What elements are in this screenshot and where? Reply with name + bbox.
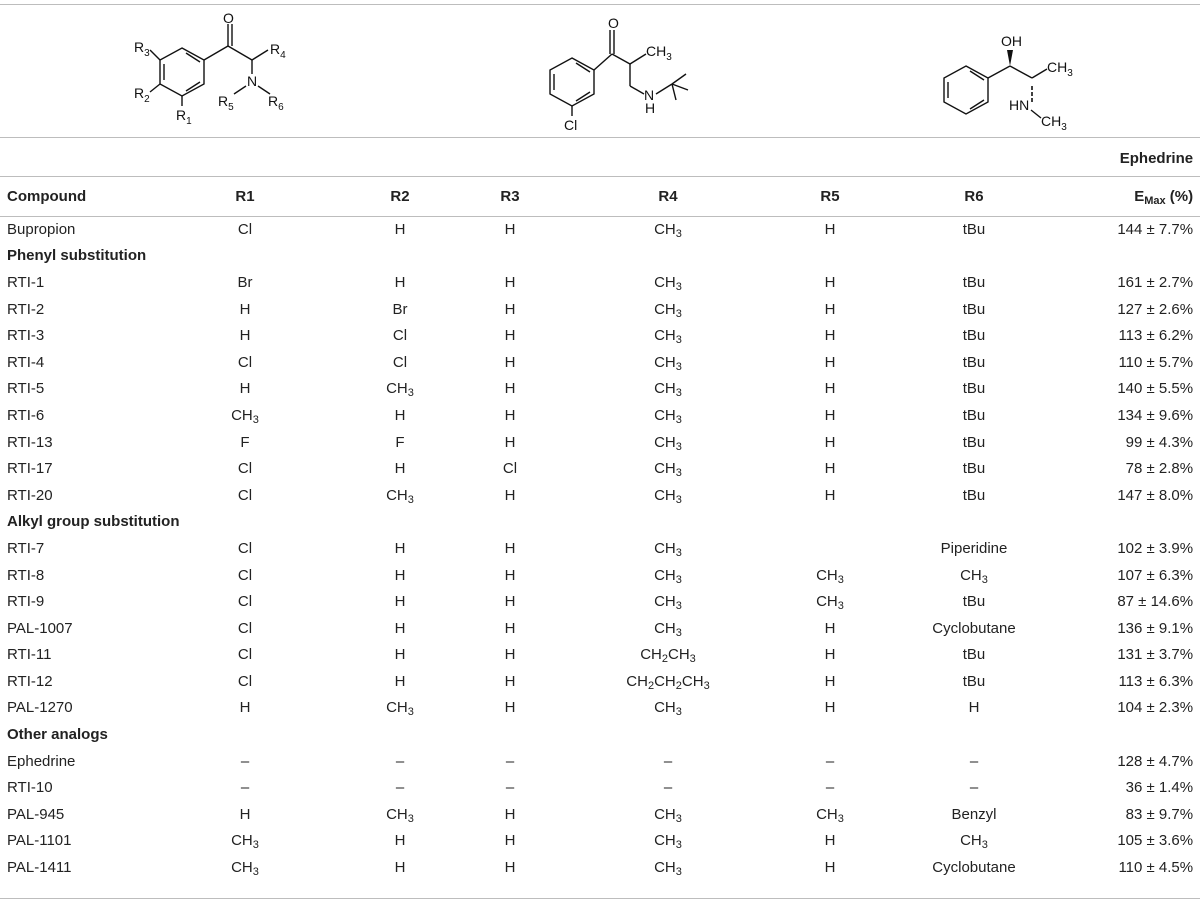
table-row [0, 668, 1200, 695]
cell-r1: Cl [237, 539, 253, 557]
cell-emax: 83 ± 9.7% [1125, 805, 1194, 823]
cell-r1: H [239, 327, 251, 345]
cell-name: Ephedrine [7, 752, 76, 770]
column-header-row [0, 176, 1200, 216]
cell-r3: H [504, 832, 516, 850]
cell-r2: H [394, 593, 406, 611]
cell-r1: H [239, 699, 251, 717]
cell-r2: F [395, 433, 405, 451]
bup-n: N [644, 87, 655, 103]
cell-r3: H [504, 433, 516, 451]
cell-r6: – [969, 752, 979, 770]
cell-r2: $CH_3$ [386, 486, 414, 506]
cell-r6: tBu [962, 327, 986, 345]
cell-r5: – [825, 752, 835, 770]
cell-r6: H [968, 699, 980, 717]
struct-o: O [223, 10, 234, 26]
cell-r6: Cyclobutane [932, 859, 1016, 877]
cell-name: RTI-17 [7, 460, 53, 478]
cell-name: RTI-1 [7, 273, 45, 291]
cell-r6: tBu [962, 406, 986, 424]
cell-emax: 105 ± 3.6% [1117, 832, 1194, 850]
cell-name: RTI-12 [7, 672, 53, 690]
cell-r5: H [824, 699, 836, 717]
cell-r3: H [504, 539, 516, 557]
cell-r5: – [825, 779, 835, 797]
col-r3: R3 [500, 187, 520, 205]
cell-r2: H [394, 566, 406, 584]
cell-r5: H [824, 486, 836, 504]
cell-r5: H [824, 406, 836, 424]
table-row [0, 588, 1200, 615]
cell-emax: 110 ± 5.7% [1118, 353, 1194, 371]
cell-emax: 113 ± 6.3% [1118, 672, 1194, 690]
cell-r2: – [395, 779, 405, 797]
cell-r1: Cl [237, 486, 253, 504]
table-row [0, 216, 1200, 243]
cell-r2: H [394, 619, 406, 637]
cell-r6: tBu [962, 593, 986, 611]
cell-r1: $CH_3$ [231, 832, 259, 852]
ephedrine-group-header: Ephedrine [1119, 149, 1194, 167]
cell-r5 [771, 535, 889, 562]
struct-n: N [247, 73, 258, 89]
cell-r2: H [394, 273, 406, 291]
cell-r1: Cl [237, 353, 253, 371]
cell-r4: $CH_3$ [654, 859, 682, 879]
eph-hn: HN [1009, 97, 1030, 113]
cell-r4: $CH_3$ [654, 300, 682, 320]
cell-r4: $CH_3$ [654, 220, 682, 240]
general-scaffold-structure [120, 6, 320, 138]
cell-r4: – [663, 752, 673, 770]
col-r4: R4 [658, 187, 678, 205]
cell-r6: tBu [962, 220, 986, 238]
cell-r1: F [240, 433, 250, 451]
cell-r5: H [824, 380, 836, 398]
top-rule [0, 4, 1200, 5]
table-row [0, 349, 1200, 376]
cell-r4: $CH_3$ [654, 406, 682, 426]
cell-name: RTI-4 [7, 353, 45, 371]
cell-name: RTI-6 [7, 406, 45, 424]
cell-r5: H [824, 220, 836, 238]
table-row [0, 322, 1200, 349]
structure-rule [0, 137, 1200, 138]
cell-r3: H [504, 672, 516, 690]
cell-r3: H [504, 805, 516, 823]
cell-name: PAL-1411 [7, 859, 72, 877]
cell-emax: 87 ± 14.6% [1117, 593, 1194, 611]
cell-r6: – [969, 779, 979, 797]
cell-emax: 104 ± 2.3% [1117, 699, 1194, 717]
cell-r6: tBu [962, 353, 986, 371]
cell-emax: 131 ± 3.7% [1117, 646, 1194, 664]
bottom-rule [0, 898, 1200, 899]
cell-r4: $CH_3$ [654, 699, 682, 719]
col-r1: R1 [235, 187, 255, 205]
cell-r1: Cl [237, 460, 253, 478]
ephedrine-structure [935, 6, 1105, 138]
bup-cl: Cl [564, 117, 578, 133]
cell-emax: 128 ± 4.7% [1117, 752, 1194, 770]
cell-emax: 134 ± 9.6% [1117, 406, 1194, 424]
table-row [0, 748, 1200, 775]
cell-r3: H [504, 566, 516, 584]
cell-r1: – [240, 752, 250, 770]
cell-r4: $CH_3$ [654, 539, 682, 559]
cell-r2: – [395, 752, 405, 770]
cell-r3: H [504, 619, 516, 637]
table-row [0, 482, 1200, 509]
group-header-row [0, 140, 1200, 176]
eph-oh: OH [1001, 33, 1022, 49]
cell-r2: Cl [392, 327, 408, 345]
cell-r4: $CH_3$ [654, 486, 682, 506]
table-row [0, 296, 1200, 323]
cell-r5: H [824, 433, 836, 451]
cell-r5: H [824, 672, 836, 690]
cell-r5: H [824, 300, 836, 318]
cell-r5: H [824, 832, 836, 850]
cell-r2: H [394, 460, 406, 478]
col-emax: $E_{Max}$ (%) [1134, 187, 1194, 207]
cell-r2: H [394, 672, 406, 690]
col-r2: R2 [390, 187, 410, 205]
cell-name: PAL-1007 [7, 619, 73, 637]
struct-r3: $R_3$ [134, 39, 150, 59]
cell-r6: $CH_3$ [960, 832, 988, 852]
table-row [0, 429, 1200, 456]
cell-r4: $CH_3$ [654, 460, 682, 480]
cell-r4: $CH_3$ [654, 353, 682, 373]
cell-emax: 99 ± 4.3% [1125, 433, 1194, 451]
table-row [0, 801, 1200, 828]
cell-r4: $CH_2CH_3$ [640, 646, 696, 666]
cell-r2: H [394, 859, 406, 877]
struct-r2: $R_2$ [134, 85, 150, 105]
cell-emax: 136 ± 9.1% [1117, 619, 1194, 637]
cell-r5: H [824, 646, 836, 664]
cell-r2: H [394, 646, 406, 664]
section-title: Alkyl group substitution [7, 513, 180, 531]
cell-r6: tBu [962, 672, 986, 690]
cell-r6: tBu [962, 273, 986, 291]
cell-r3: H [504, 273, 516, 291]
struct-r5: $R_5$ [218, 93, 234, 113]
cell-r2: H [394, 832, 406, 850]
section-header-row [0, 243, 1200, 270]
eph-ch3-a: $CH_3$ [1047, 59, 1073, 79]
cell-r4: $CH_3$ [654, 619, 682, 639]
cell-r5: H [824, 619, 836, 637]
cell-r2: H [394, 220, 406, 238]
eph-ch3-b: $CH_3$ [1041, 113, 1067, 133]
cell-r4: $CH_3$ [654, 273, 682, 293]
section-title: Phenyl substitution [7, 247, 147, 265]
table-row [0, 854, 1200, 881]
structure-row [0, 6, 1200, 138]
cell-emax: 107 ± 6.3% [1117, 566, 1194, 584]
bup-h: H [645, 100, 656, 116]
cell-emax: 140 ± 5.5% [1117, 380, 1194, 398]
cell-r1: Cl [237, 566, 253, 584]
cell-r6: tBu [962, 380, 986, 398]
cell-r1: Cl [237, 619, 253, 637]
cell-name: PAL-1101 [7, 832, 72, 850]
cell-name: PAL-1270 [7, 699, 73, 717]
cell-r2: $CH_3$ [386, 380, 414, 400]
cell-r6: tBu [962, 433, 986, 451]
cell-r1: H [239, 380, 251, 398]
cell-emax: 110 ± 4.5% [1118, 859, 1194, 877]
cell-emax: 113 ± 6.2% [1118, 327, 1194, 345]
cell-r2: $CH_3$ [386, 805, 414, 825]
cell-r1: – [240, 779, 250, 797]
data-table [0, 140, 1200, 881]
bupropion-structure [528, 6, 728, 138]
table-row [0, 402, 1200, 429]
cell-name: RTI-2 [7, 300, 45, 318]
cell-r6: Cyclobutane [932, 619, 1016, 637]
cell-name: RTI-20 [7, 486, 53, 504]
cell-r3: H [504, 353, 516, 371]
cell-r1: $CH_3$ [231, 859, 259, 879]
struct-r6: $R_6$ [268, 93, 284, 113]
cell-r3: – [505, 779, 515, 797]
cell-r1: Cl [237, 646, 253, 664]
cell-emax: 78 ± 2.8% [1125, 460, 1194, 478]
cell-r4: $CH_3$ [654, 805, 682, 825]
cell-r6: tBu [962, 300, 986, 318]
cell-r5: $CH_3$ [816, 805, 844, 825]
cell-r3: Cl [502, 460, 518, 478]
col-compound: Compound [7, 187, 87, 205]
cell-r6: $CH_3$ [960, 566, 988, 586]
cell-r3: H [504, 646, 516, 664]
cell-r1: Cl [237, 672, 253, 690]
cell-r6: Benzyl [951, 805, 997, 823]
cell-name: RTI-5 [7, 380, 45, 398]
bup-ch3: $CH_3$ [646, 43, 672, 63]
cell-name: Bupropion [7, 220, 76, 238]
cell-r4: $CH_2CH_2CH_3$ [626, 672, 710, 692]
cell-r3: H [504, 380, 516, 398]
cell-r6: tBu [962, 646, 986, 664]
table-row [0, 535, 1200, 562]
cell-name: RTI-8 [7, 566, 45, 584]
cell-emax: 102 ± 3.9% [1117, 539, 1194, 557]
cell-r4: $CH_3$ [654, 832, 682, 852]
cell-r5: H [824, 327, 836, 345]
cell-r2: H [394, 539, 406, 557]
cell-emax: 144 ± 7.7% [1117, 220, 1194, 238]
cell-emax: 161 ± 2.7% [1117, 273, 1194, 291]
col-r6: R6 [964, 187, 984, 205]
cell-r6: tBu [962, 486, 986, 504]
section-title: Other analogs [7, 726, 108, 744]
cell-r3: H [504, 327, 516, 345]
cell-r1: Br [237, 273, 253, 291]
struct-r1: $R_1$ [176, 107, 192, 127]
cell-emax: 147 ± 8.0% [1117, 486, 1194, 504]
table-row [0, 642, 1200, 669]
cell-emax: 127 ± 2.6% [1117, 300, 1194, 318]
cell-name: RTI-3 [7, 327, 45, 345]
table-row [0, 774, 1200, 801]
table-row [0, 562, 1200, 589]
cell-r4: $CH_3$ [654, 433, 682, 453]
table-row [0, 615, 1200, 642]
section-header-row [0, 509, 1200, 536]
section-header-row [0, 721, 1200, 748]
cell-r3: H [504, 859, 516, 877]
cell-r1: $CH_3$ [231, 406, 259, 426]
table-row [0, 828, 1200, 855]
cell-name: RTI-9 [7, 593, 45, 611]
table-body [0, 216, 1200, 881]
cell-r4: – [663, 779, 673, 797]
table-row [0, 269, 1200, 296]
cell-r5: $CH_3$ [816, 593, 844, 613]
col-r5: R5 [820, 187, 840, 205]
cell-r6: tBu [962, 460, 986, 478]
cell-r6: Piperidine [940, 539, 1008, 557]
cell-r1: H [239, 300, 251, 318]
table-row [0, 695, 1200, 722]
cell-r3: H [504, 486, 516, 504]
cell-name: RTI-13 [7, 433, 53, 451]
cell-r3: H [504, 300, 516, 318]
cell-name: RTI-11 [7, 646, 52, 664]
cell-r2: H [394, 406, 406, 424]
bup-o: O [608, 15, 619, 31]
cell-r5: H [824, 273, 836, 291]
cell-r2: $CH_3$ [386, 699, 414, 719]
table-row [0, 455, 1200, 482]
cell-name: PAL-945 [7, 805, 65, 823]
cell-r5: $CH_3$ [816, 566, 844, 586]
cell-emax: 36 ± 1.4% [1125, 779, 1194, 797]
cell-r4: $CH_3$ [654, 327, 682, 347]
struct-r4: $R_4$ [270, 41, 286, 61]
cell-r3: H [504, 593, 516, 611]
cell-r5: H [824, 859, 836, 877]
cell-r3: H [504, 699, 516, 717]
cell-r5: H [824, 460, 836, 478]
cell-r1: Cl [237, 220, 253, 238]
cell-name: RTI-10 [7, 779, 53, 797]
cell-r2: Cl [392, 353, 408, 371]
cell-r3: H [504, 220, 516, 238]
cell-r4: $CH_3$ [654, 566, 682, 586]
cell-name: RTI-7 [7, 539, 45, 557]
cell-r3: H [504, 406, 516, 424]
cell-r2: Br [392, 300, 408, 318]
cell-r5: H [824, 353, 836, 371]
cell-r3: – [505, 752, 515, 770]
cell-r4: $CH_3$ [654, 380, 682, 400]
cell-r4: $CH_3$ [654, 593, 682, 613]
cell-r1: H [239, 805, 251, 823]
cell-r1: Cl [237, 593, 253, 611]
table-row [0, 376, 1200, 403]
